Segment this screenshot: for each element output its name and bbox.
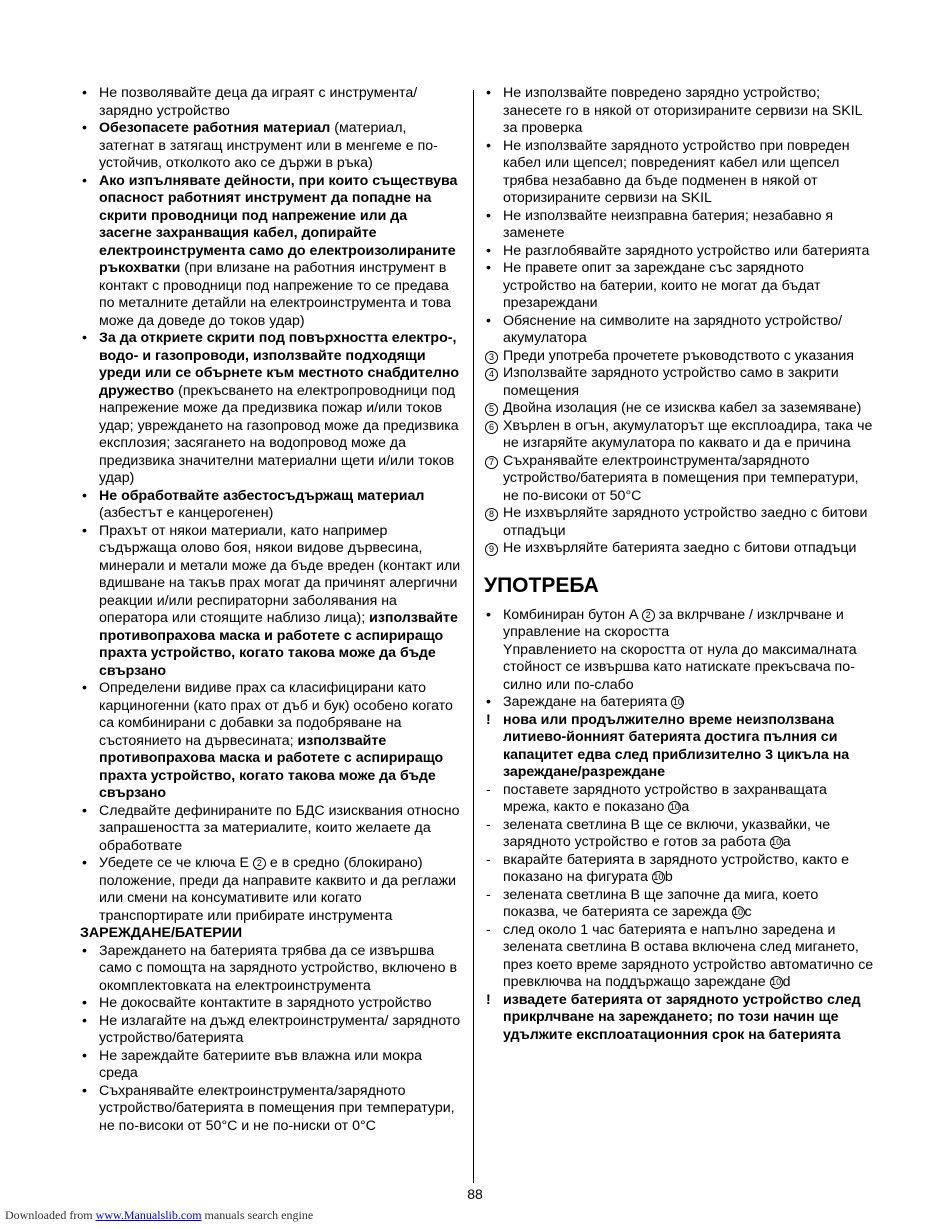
list-item: • Не обработвайте азбестосъдържащ материал (азбестът е канцерогенен) bbox=[80, 488, 462, 523]
page-number: 88 bbox=[467, 1186, 483, 1202]
symbol-item: 3 Преди употреба прочетете ръководството с указания bbox=[484, 348, 874, 366]
callout-badge: 2 bbox=[253, 857, 266, 870]
list-item: • Не излагайте на дъжд електроинструмента/ зарядното устройство/батерията bbox=[80, 1013, 462, 1048]
symbol-number-badge: 3 bbox=[485, 351, 498, 364]
step-item: - вкарайте батерията в зарядното устройство, както е показано на фигурата 10 b bbox=[486, 851, 850, 885]
symbol-number-badge: 7 bbox=[485, 456, 498, 469]
safety-list bbox=[80, 85, 462, 925]
symbol-item: 8 Не изхвърляйте зарядното устройство заедно с битови отпадъци bbox=[484, 505, 874, 540]
list-item: • Прахът от някои материали, като например съдържаща олово боя, някои видове дървесина, минерали и метали може да бъде вреден (контакт или вдишване на такъв прах могат да причинят алергични реакции и/или респираторни заболявания на оператора или стоящите наблизо лица); използвайте противопрахова маска и работете с аспириращо прахта устройство, когато такова може да бъде свързано bbox=[80, 523, 462, 681]
callout-badge: 2 bbox=[642, 609, 655, 622]
list-item: • Не използвайте повредено зарядно устройство; занесете го в някой от оторизираните сервизи на SKIL за проверка bbox=[484, 85, 874, 138]
symbols-list bbox=[484, 348, 874, 558]
charger-list bbox=[484, 85, 874, 348]
callout-badge: 10 bbox=[771, 977, 782, 987]
exclamation-icon: ! bbox=[486, 711, 491, 728]
list-item: • Убедете се че ключа E 2 е в средно (блокирано) положение, преди да направите каквито и да реглажи или смени на консумативите или когато транспортирате или прибирате инструмента bbox=[80, 855, 462, 925]
list-item: • Обезопасете работния материал (материал, затегнат в затягащ инструмент или в менгеме е по-устойчив, отколкото ако се държи в ръка) bbox=[80, 120, 462, 173]
exclamation-icon: ! bbox=[486, 991, 491, 1008]
list-item: • Не докосвайте контактите в зарядното устройство bbox=[80, 995, 462, 1013]
step-item: - след около 1 час батерията е напълно заредена и зелената светлина B остава включена след мигането, през което време зарядното устройство автоматично се превключва на поддържащо зареждане 10 d bbox=[486, 921, 874, 990]
usage-list bbox=[484, 607, 874, 712]
list-item: • Определени видиве прах са класифицирани като карциногенни (като прах от дъб и бук) особено когато са комбинирани с добавки за подобряване на състоянието на дървесината; използвайте противопрахова маска и работете с аспириращо прахта устройство, когато такова може да бъде свързано bbox=[80, 680, 462, 803]
symbol-number-badge: 9 bbox=[485, 543, 498, 556]
step-item: - поставете зарядното устройство в захранващата мрежа, както е показано 10 a bbox=[486, 781, 827, 815]
symbol-item: 7 Съхранявайте електроинструмента/зарядното устройство/батерията в помещения при температури, не по-високи от 50°C bbox=[484, 453, 874, 506]
symbol-number-badge: 5 bbox=[485, 403, 498, 416]
symbol-item: 4 Използвайте зарядното устройство само в закрити помещения bbox=[484, 365, 874, 400]
step-item: - зелената светлина B ще започне да мига, което показва, че батерията се зарежда 10 c bbox=[486, 886, 819, 920]
callout-badge: 10 bbox=[653, 872, 664, 882]
list-item: • Зареждане на батерията 10 bbox=[484, 694, 874, 712]
charging-list bbox=[80, 943, 462, 1136]
download-footer: Downloaded from www.Manualslib.com manuals search engine bbox=[5, 1208, 314, 1222]
warning-note: ! извадете батерията от зарядното устройство след прикрлчване на зареждането; по този начин ще удължите експлоатационния срок на батерията bbox=[486, 991, 861, 1043]
callout-badge: 10 bbox=[669, 802, 680, 812]
symbol-number-badge: 6 bbox=[485, 421, 498, 434]
callout-badge: 10 bbox=[733, 907, 744, 917]
list-item: • Не разглобявайте зарядното устройство или батерията bbox=[484, 243, 874, 261]
symbol-number-badge: 8 bbox=[485, 508, 498, 521]
list-item: • Зареждането на батерията трябва да се извършва само с помощта на зарядното устройство, включено в окомплектовката на електроинструмента bbox=[80, 943, 462, 996]
symbol-item: 6 Хвърлен в огън, акумулаторът ще експлоадира, така че не изгаряйте акумулатора по каквато и да е причина bbox=[484, 418, 874, 453]
manualslib-link[interactable]: www.Manualslib.com bbox=[95, 1208, 202, 1222]
symbol-item: 5 Двойна изолация (не се изисква кабел за заземяване) bbox=[484, 400, 874, 418]
list-item: • Обяснение на символите на зарядното устройство/ акумулатора bbox=[484, 313, 874, 348]
list-item: • Не позволявайте деца да играят с инструмента/ зарядно устройство bbox=[80, 85, 462, 120]
left-column bbox=[80, 85, 462, 1135]
callout-badge: 10 bbox=[771, 837, 782, 847]
step-item: - зелената светлина B ще се включи, указвайки, че зарядното устройство е готов за работа 10 a bbox=[486, 816, 831, 850]
column-divider bbox=[473, 90, 474, 1183]
section-title-charging: ЗАРЕЖДАНЕ/БАТЕРИИ bbox=[80, 925, 243, 941]
list-item: • Комбиниран бутон A 2 за вклрчване / изклрчване и управление на скоростта Yправлението на скоростта от нула до максималната стойност се извършва като натискате прекъсвача по-силно или по-слабо bbox=[484, 607, 874, 695]
symbol-number-badge: 4 bbox=[485, 368, 498, 381]
section-heading-usage: УПОТРЕБА bbox=[484, 573, 599, 597]
list-item: • Не използвайте зарядното устройство при повреден кабел или щепсел; повреденият кабел или щепсел трябва незабавно да бъде подменен в някой от оторизираните сервизи на SKIL bbox=[484, 138, 874, 208]
list-item: • Не зареждайте батериите във влажна или мокра среда bbox=[80, 1048, 462, 1083]
speed-description: Yправлението на скоростта от нула до максималната стойност се извършва като натискате прекъсвача по-силно или по-слабо bbox=[503, 641, 857, 693]
list-item: • Не използвайте неизправна батерия; незабавно я заменете bbox=[484, 208, 874, 243]
symbol-item: 9 Не изхвърляйте батерията заедно с битови отпадъци bbox=[484, 540, 874, 558]
list-item: • Следвайте дефинираните по БДС изисквания относно запрашеността за материалите, които желаете да обработвате bbox=[80, 803, 462, 856]
warning-note: ! нова или продължително време неизползвана литиево-йонният батерията достига пълния си капацитет едва след приблизително 3 цикъла на зареждане/разреждане bbox=[486, 711, 850, 780]
list-item: • Съхранявайте електроинструмента/зарядното устройство/батерията в помещения при температури, не по-високи от 50°C и не по-ниски от 0°C bbox=[80, 1083, 462, 1136]
list-item: • За да откриете скрити под повърхността електро-, водо- и газопроводи, използвайте подходящи уреди или се обърнете към местното снабдително дружество (прекъсването на електропроводници под напрежение може да предизвика пожар и/или токов удар; увреждането на газопровод може да предизвика експлозия; засягането на водопровод може да предизвика значителни материални щети и/или токов удар) bbox=[80, 330, 462, 488]
callout-badge: 10 bbox=[672, 697, 683, 707]
charging-steps bbox=[484, 782, 874, 992]
right-column bbox=[484, 85, 874, 1044]
list-item: • Не правете опит за зареждане със зарядното устройство на батерии, които не могат да бъдат презареждани bbox=[484, 260, 874, 313]
list-item: • Ако изпълнявате дейности, при които съществува опасност работният инструмент да попадне на скрити проводници под напрежение или да засегне захранващия кабел, допирайте електроинструмента само до електроизолираните ръкохватки (при влизане на работния инструмент в контакт с проводници под напрежение то се предава по металните детайли на електроинструмента и това може да доведе до токов удар) bbox=[80, 173, 462, 331]
